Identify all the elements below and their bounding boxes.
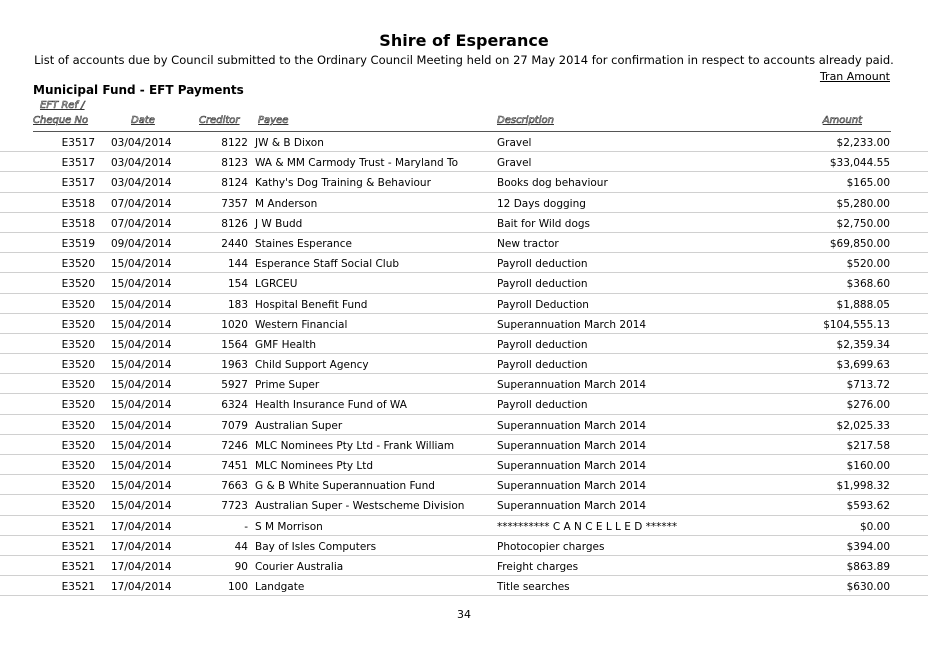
cell-date: 07/04/2014 bbox=[111, 217, 172, 230]
cell-date: 15/04/2014 bbox=[111, 379, 172, 392]
header-payee: Payee bbox=[258, 115, 289, 126]
cell-ref: E3518 bbox=[61, 197, 95, 210]
cell-date: 15/04/2014 bbox=[111, 460, 172, 472]
cell-description: Title searches bbox=[497, 581, 570, 594]
cell-creditor: 8126 bbox=[221, 217, 248, 230]
header-description: Description bbox=[497, 115, 554, 126]
cell-creditor: 1564 bbox=[221, 338, 248, 351]
cell-amount: $276.00 bbox=[846, 399, 890, 412]
cell-payee: M Anderson bbox=[255, 197, 318, 210]
cell-creditor: 1020 bbox=[221, 318, 248, 331]
cell-amount: $1,998.32 bbox=[836, 480, 890, 493]
cell-ref: E3519 bbox=[61, 237, 95, 250]
cell-payee: Western Financial bbox=[255, 318, 348, 331]
page-number: 34 bbox=[457, 608, 471, 621]
table-row bbox=[0, 132, 928, 152]
cell-date: 03/04/2014 bbox=[111, 157, 172, 170]
cell-creditor: 144 bbox=[227, 258, 248, 271]
cell-creditor: 154 bbox=[227, 278, 248, 291]
cell-description: 12 Days dogging bbox=[497, 197, 586, 210]
cell-ref: E3517 bbox=[61, 137, 95, 149]
cell-creditor: 8123 bbox=[221, 157, 248, 170]
cell-payee: Bay of Isles Computers bbox=[255, 540, 377, 553]
cell-amount: $0.00 bbox=[859, 520, 890, 533]
table-row bbox=[0, 576, 928, 596]
header-creditor: Creditor bbox=[199, 115, 240, 126]
cell-ref: E3520 bbox=[61, 258, 95, 271]
cell-payee: Health Insurance Fund of WA bbox=[255, 399, 407, 412]
cell-payee: Landgate bbox=[255, 581, 305, 594]
table-row bbox=[0, 556, 928, 576]
cell-payee: Staines Esperance bbox=[255, 237, 352, 250]
cell-amount: $520.00 bbox=[846, 258, 890, 271]
page-subtitle: List of accounts due by Council submitted to the Ordinary Council Meeting held on 27 May 2014 for confirmation in respect to accounts already paid. bbox=[34, 53, 894, 67]
cell-creditor: 44 bbox=[234, 540, 248, 553]
cell-description: Bait for Wild dogs bbox=[497, 217, 590, 230]
cell-amount: $2,359.34 bbox=[836, 338, 890, 351]
header-ref-line2: Cheque No bbox=[33, 115, 89, 126]
cell-ref: E3520 bbox=[61, 500, 95, 513]
cell-description: Payroll deduction bbox=[497, 258, 588, 271]
cell-creditor: 7723 bbox=[221, 500, 248, 513]
payments-table bbox=[0, 132, 928, 596]
cell-creditor: 7451 bbox=[221, 460, 248, 472]
cell-description: Books dog behaviour bbox=[497, 177, 608, 190]
cell-payee: Esperance Staff Social Club bbox=[255, 258, 400, 271]
table-row bbox=[0, 193, 928, 213]
cell-creditor: 183 bbox=[227, 298, 248, 311]
cell-date: 15/04/2014 bbox=[111, 399, 172, 412]
cell-description: Gravel bbox=[497, 157, 532, 170]
cell-description: Superannuation March 2014 bbox=[497, 480, 647, 493]
cell-description: New tractor bbox=[497, 237, 559, 250]
cell-date: 17/04/2014 bbox=[111, 520, 172, 533]
table-row bbox=[0, 354, 928, 374]
cell-amount: $2,233.00 bbox=[836, 137, 890, 149]
cell-creditor: 8122 bbox=[221, 137, 248, 149]
header-amount: Amount bbox=[822, 115, 862, 126]
cell-creditor: 100 bbox=[227, 581, 248, 594]
table-row bbox=[0, 334, 928, 354]
table-row bbox=[0, 233, 928, 253]
cell-ref: E3521 bbox=[61, 560, 95, 573]
cell-payee: LGRCEU bbox=[255, 278, 298, 291]
table-row bbox=[0, 415, 928, 435]
cell-payee: MLC Nominees Pty Ltd bbox=[255, 460, 374, 472]
cell-payee: Courier Australia bbox=[255, 560, 344, 573]
table-row bbox=[0, 314, 928, 334]
cell-date: 15/04/2014 bbox=[111, 480, 172, 493]
cell-creditor: 7663 bbox=[221, 480, 248, 493]
cell-amount: $33,044.55 bbox=[829, 157, 890, 170]
cell-date: 03/04/2014 bbox=[111, 137, 172, 149]
cell-ref: E3521 bbox=[61, 520, 95, 533]
cell-payee: Australian Super - Westscheme Division bbox=[255, 500, 465, 513]
header-date: Date bbox=[131, 115, 155, 126]
cell-description: Payroll deduction bbox=[497, 338, 588, 351]
table-row bbox=[0, 253, 928, 273]
cell-amount: $104,555.13 bbox=[823, 318, 890, 331]
cell-payee: G & B White Superannuation Fund bbox=[255, 480, 435, 493]
cell-creditor: 7246 bbox=[221, 439, 248, 452]
cell-amount: $160.00 bbox=[846, 460, 890, 472]
cell-creditor: 5927 bbox=[221, 379, 248, 392]
fund-heading: Municipal Fund - EFT Payments bbox=[33, 83, 244, 97]
cell-date: 17/04/2014 bbox=[111, 581, 172, 594]
cell-description: Superannuation March 2014 bbox=[497, 500, 647, 513]
table-row bbox=[0, 213, 928, 233]
cell-payee: Prime Super bbox=[255, 379, 320, 392]
cell-payee: Australian Super bbox=[255, 419, 343, 432]
cell-description: Superannuation March 2014 bbox=[497, 318, 647, 331]
cell-ref: E3520 bbox=[61, 399, 95, 412]
cell-amount: $863.89 bbox=[846, 560, 890, 573]
tran-amount-label: Tran Amount bbox=[819, 70, 890, 83]
cell-date: 15/04/2014 bbox=[111, 419, 172, 432]
header-ref-line1: EFT Ref / bbox=[40, 100, 85, 111]
cell-description: Superannuation March 2014 bbox=[497, 419, 647, 432]
cell-payee: Hospital Benefit Fund bbox=[255, 298, 368, 311]
page-title: Shire of Esperance bbox=[379, 31, 549, 50]
cell-description: Superannuation March 2014 bbox=[497, 460, 647, 472]
table-row bbox=[0, 294, 928, 314]
cell-date: 15/04/2014 bbox=[111, 500, 172, 513]
cell-ref: E3520 bbox=[61, 318, 95, 331]
cell-date: 15/04/2014 bbox=[111, 338, 172, 351]
cell-payee: J W Budd bbox=[255, 217, 303, 230]
cell-ref: E3520 bbox=[61, 439, 95, 452]
table-row bbox=[0, 516, 928, 536]
cell-description: Payroll deduction bbox=[497, 399, 588, 412]
cell-creditor: 8124 bbox=[221, 177, 248, 190]
cell-creditor: - bbox=[244, 520, 248, 533]
cell-payee: JW & B Dixon bbox=[255, 137, 324, 149]
cell-amount: $3,699.63 bbox=[836, 359, 890, 372]
cell-date: 15/04/2014 bbox=[111, 298, 172, 311]
table-row bbox=[0, 394, 928, 414]
cell-payee: MLC Nominees Pty Ltd - Frank William bbox=[255, 439, 455, 452]
table-row bbox=[0, 435, 928, 455]
cell-ref: E3520 bbox=[61, 379, 95, 392]
cell-ref: E3517 bbox=[61, 157, 95, 170]
cell-amount: $1,888.05 bbox=[836, 298, 890, 311]
cell-ref: E3520 bbox=[61, 460, 95, 472]
cell-ref: E3520 bbox=[61, 338, 95, 351]
cell-payee: S M Morrison bbox=[255, 520, 323, 533]
cell-amount: $217.58 bbox=[846, 439, 890, 452]
cell-amount: $593.62 bbox=[846, 500, 890, 513]
cell-description: Superannuation March 2014 bbox=[497, 439, 647, 452]
table-row bbox=[0, 374, 928, 394]
cell-description: ********** C A N C E L L E D ****** bbox=[497, 520, 678, 533]
cell-ref: E3518 bbox=[61, 217, 95, 230]
cell-amount: $69,850.00 bbox=[829, 237, 890, 250]
cell-ref: E3520 bbox=[61, 278, 95, 291]
cell-description: Gravel bbox=[497, 137, 532, 149]
cell-payee: Kathy's Dog Training & Behaviour bbox=[255, 177, 431, 190]
cell-description: Payroll deduction bbox=[497, 278, 588, 291]
table-row bbox=[0, 495, 928, 515]
table-row bbox=[0, 273, 928, 293]
cell-description: Superannuation March 2014 bbox=[497, 379, 647, 392]
cell-ref: E3520 bbox=[61, 298, 95, 311]
cell-creditor: 2440 bbox=[221, 237, 248, 250]
cell-date: 17/04/2014 bbox=[111, 540, 172, 553]
cell-amount: $713.72 bbox=[846, 379, 890, 392]
cell-date: 15/04/2014 bbox=[111, 258, 172, 271]
cell-description: Photocopier charges bbox=[497, 540, 605, 553]
cell-ref: E3517 bbox=[61, 177, 95, 190]
table-row bbox=[0, 172, 928, 192]
cell-amount: $368.60 bbox=[846, 278, 890, 291]
cell-creditor: 7079 bbox=[221, 419, 248, 432]
cell-amount: $630.00 bbox=[846, 581, 890, 594]
cell-date: 17/04/2014 bbox=[111, 560, 172, 573]
cell-amount: $5,280.00 bbox=[836, 197, 890, 210]
cell-ref: E3521 bbox=[61, 581, 95, 594]
cell-ref: E3520 bbox=[61, 419, 95, 432]
cell-creditor: 90 bbox=[234, 560, 248, 573]
cell-date: 07/04/2014 bbox=[111, 197, 172, 210]
cell-date: 15/04/2014 bbox=[111, 318, 172, 331]
table-row bbox=[0, 152, 928, 172]
cell-amount: $2,750.00 bbox=[836, 217, 890, 230]
cell-date: 15/04/2014 bbox=[111, 278, 172, 291]
cell-ref: E3520 bbox=[61, 480, 95, 493]
cell-amount: $394.00 bbox=[846, 540, 890, 553]
cell-amount: $2,025.33 bbox=[836, 419, 890, 432]
cell-ref: E3520 bbox=[61, 359, 95, 372]
cell-date: 15/04/2014 bbox=[111, 439, 172, 452]
table-row bbox=[0, 536, 928, 556]
cell-creditor: 1963 bbox=[221, 359, 248, 372]
cell-amount: $165.00 bbox=[846, 177, 890, 190]
table-row bbox=[0, 455, 928, 475]
cell-date: 09/04/2014 bbox=[111, 237, 172, 250]
cell-payee: WA & MM Carmody Trust - Maryland To bbox=[255, 157, 459, 170]
cell-description: Payroll Deduction bbox=[497, 298, 589, 311]
cell-description: Freight charges bbox=[497, 560, 579, 573]
cell-description: Payroll deduction bbox=[497, 359, 588, 372]
cell-date: 03/04/2014 bbox=[111, 177, 172, 190]
cell-creditor: 7357 bbox=[221, 197, 248, 210]
cell-payee: Child Support Agency bbox=[255, 359, 369, 372]
cell-creditor: 6324 bbox=[221, 399, 248, 412]
cell-payee: GMF Health bbox=[255, 338, 317, 351]
table-row bbox=[0, 475, 928, 495]
cell-ref: E3521 bbox=[61, 540, 95, 553]
cell-date: 15/04/2014 bbox=[111, 359, 172, 372]
